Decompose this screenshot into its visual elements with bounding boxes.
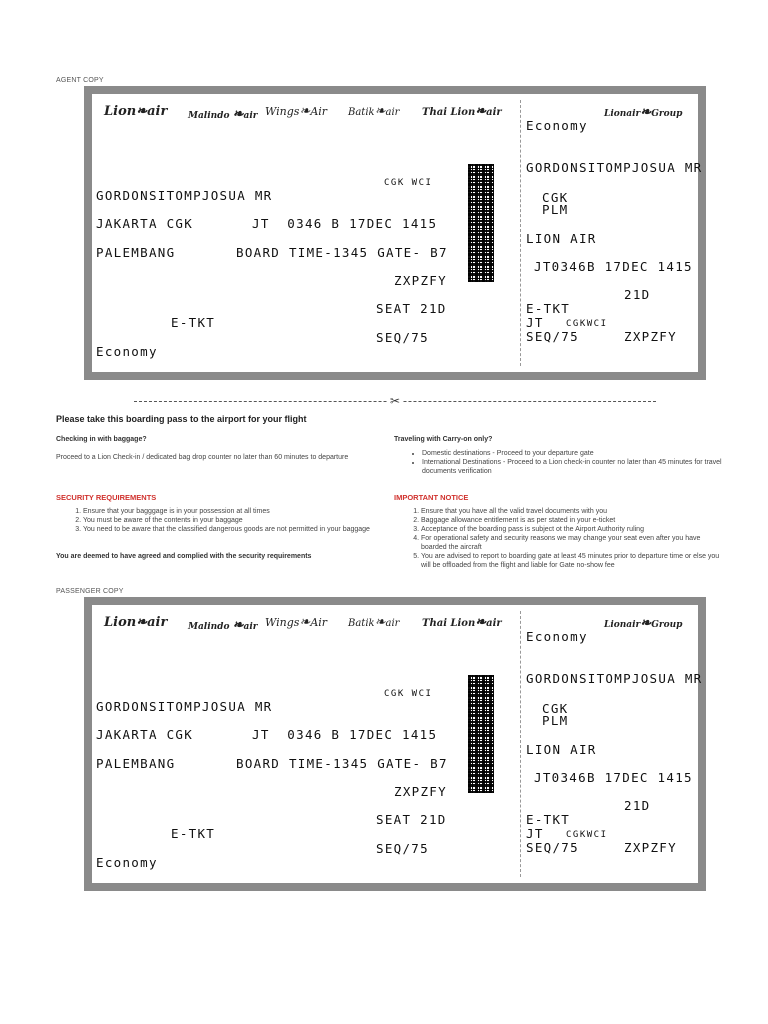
barcode	[468, 675, 494, 793]
stub-to: PLM	[542, 713, 569, 728]
board-time-gate: BOARD TIME-1345 GATE- B7	[236, 245, 448, 260]
thai-lion-air-logo: Thai Lion❧air	[422, 615, 502, 630]
wings-air-logo: Wings❧Air	[265, 615, 328, 630]
lionair-group-logo: Lionair❧Group	[604, 616, 683, 631]
notice-list	[395, 507, 725, 570]
security-item: 3. You need to be aware that the classified dangerous goods are not permitted in your baggage	[83, 525, 387, 534]
stub-to: PLM	[542, 202, 569, 217]
flight-info: JT 0346 B 17DEC 1415	[252, 216, 438, 231]
travel-class: Economy	[96, 855, 158, 870]
passenger-name: GORDONSITOMPJOSUA MR	[96, 699, 273, 714]
stub-passenger-name: GORDONSITOMPJOSUA MR	[526, 160, 703, 175]
travel-class: Economy	[96, 344, 158, 359]
sequence-number: SEQ/75	[376, 330, 429, 345]
stub-divider	[520, 100, 521, 366]
malindo-air-logo: Malindo ❧air	[188, 107, 258, 122]
baggage-text: Proceed to a Lion Check-in / dedicated bag drop counter no later than 60 minutes to departure	[56, 454, 349, 461]
lion-air-logo: Lion❧air	[104, 104, 168, 119]
stub-divider	[520, 611, 521, 877]
stub-airline: LION AIR	[526, 231, 597, 246]
passenger-name: GORDONSITOMPJOSUA MR	[96, 188, 273, 203]
flight-info: JT 0346 B 17DEC 1415	[252, 727, 438, 742]
booking-code: ZXPZFY	[394, 784, 447, 799]
wings-air-logo: Wings❧Air	[265, 104, 328, 119]
to-city: PALEMBANG	[96, 756, 176, 771]
security-item: 1. Ensure that your bagggage is in your possession at all times	[83, 507, 387, 516]
from-city: JAKARTA CGK	[96, 216, 194, 231]
stub-flight: JT0346B 17DEC 1415	[534, 770, 693, 785]
stub-class: Economy	[526, 118, 588, 133]
security-list	[57, 507, 387, 534]
eticket-label: E-TKT	[171, 315, 216, 330]
notice-heading: IMPORTANT NOTICE	[394, 493, 469, 502]
booking-code: ZXPZFY	[394, 273, 447, 288]
stub-checkin-code: CGKWCI	[566, 319, 608, 329]
batik-air-logo: Batik❧air	[348, 104, 400, 119]
notice-item: 3. Acceptance of the boarding pass is subject ot the Airport Authority ruling	[421, 525, 725, 534]
sequence-number: SEQ/75	[376, 841, 429, 856]
notice-item: 4. For operational safety and security reasons we may change your seat even after you have boarded the aircraft	[421, 534, 725, 552]
stub-airline-code: JT	[526, 315, 544, 330]
stub-booking-code: ZXPZFY	[624, 840, 677, 855]
notice-item: 5. You are advised to report to boarding gate at least 45 minutes prior to departure time or else you will be offloaded from the flight and liable for Gate no-show fee	[421, 552, 725, 570]
stub-checkin-code: CGKWCI	[566, 830, 608, 840]
stub-seat: 21D	[624, 287, 651, 302]
security-item: 2. You must be aware of the contents in your baggage	[83, 516, 387, 525]
baggage-heading: Checking in with baggage?	[56, 436, 147, 443]
origin-code: CGK WCI	[384, 178, 433, 188]
board-time-gate: BOARD TIME-1345 GATE- B7	[236, 756, 448, 771]
stub-airline: LION AIR	[526, 742, 597, 757]
notice-item: 1. Ensure that you have all the valid travel documents with you	[421, 507, 725, 516]
barcode	[468, 164, 494, 282]
stub-from: CGK	[542, 701, 569, 716]
seat-number: SEAT 21D	[376, 812, 447, 827]
thai-lion-air-logo: Thai Lion❧air	[422, 104, 502, 119]
agent-boarding-pass	[84, 86, 706, 380]
to-city: PALEMBANG	[96, 245, 176, 260]
stub-airline-code: JT	[526, 826, 544, 841]
carry-on-item: • International Destinations - Proceed to a Lion check-in counter no later than 45 minutes for travel documents verification	[422, 458, 726, 476]
stub-flight: JT0346B 17DEC 1415	[534, 259, 693, 274]
instructions-heading: Please take this boarding pass to the airport for your flight	[56, 414, 307, 424]
from-city: JAKARTA CGK	[96, 727, 194, 742]
carry-on-list	[396, 449, 726, 476]
agent-copy-label: AGENT COPY	[56, 77, 104, 84]
stub-seat: 21D	[624, 798, 651, 813]
stub-booking-code: ZXPZFY	[624, 329, 677, 344]
security-agreement: You are deemed to have agreed and complied with the security requirements	[56, 553, 312, 560]
seat-number: SEAT 21D	[376, 301, 447, 316]
security-heading: SECURITY REQUIREMENTS	[56, 493, 157, 502]
stub-sequence: SEQ/75	[526, 329, 579, 344]
stub-sequence: SEQ/75	[526, 840, 579, 855]
stub-class: Economy	[526, 629, 588, 644]
origin-code: CGK WCI	[384, 689, 433, 699]
passenger-copy-label: PASSENGER COPY	[56, 588, 124, 595]
batik-air-logo: Batik❧air	[348, 615, 400, 630]
malindo-air-logo: Malindo ❧air	[188, 618, 258, 633]
notice-item: 2. Baggage allowance entitlement is as per stated in your e-ticket	[421, 516, 725, 525]
lion-air-logo: Lion❧air	[104, 615, 168, 630]
scissors-icon: ✂	[390, 394, 401, 408]
stub-eticket: E-TKT	[526, 301, 571, 316]
stub-eticket: E-TKT	[526, 812, 571, 827]
stub-from: CGK	[542, 190, 569, 205]
lionair-group-logo: Lionair❧Group	[604, 105, 683, 120]
carry-on-item: • Domestic destinations - Proceed to your departure gate	[422, 449, 726, 458]
eticket-label: E-TKT	[171, 826, 216, 841]
passenger-boarding-pass	[84, 597, 706, 891]
carry-on-heading: Traveling with Carry-on only?	[394, 436, 493, 443]
stub-passenger-name: GORDONSITOMPJOSUA MR	[526, 671, 703, 686]
